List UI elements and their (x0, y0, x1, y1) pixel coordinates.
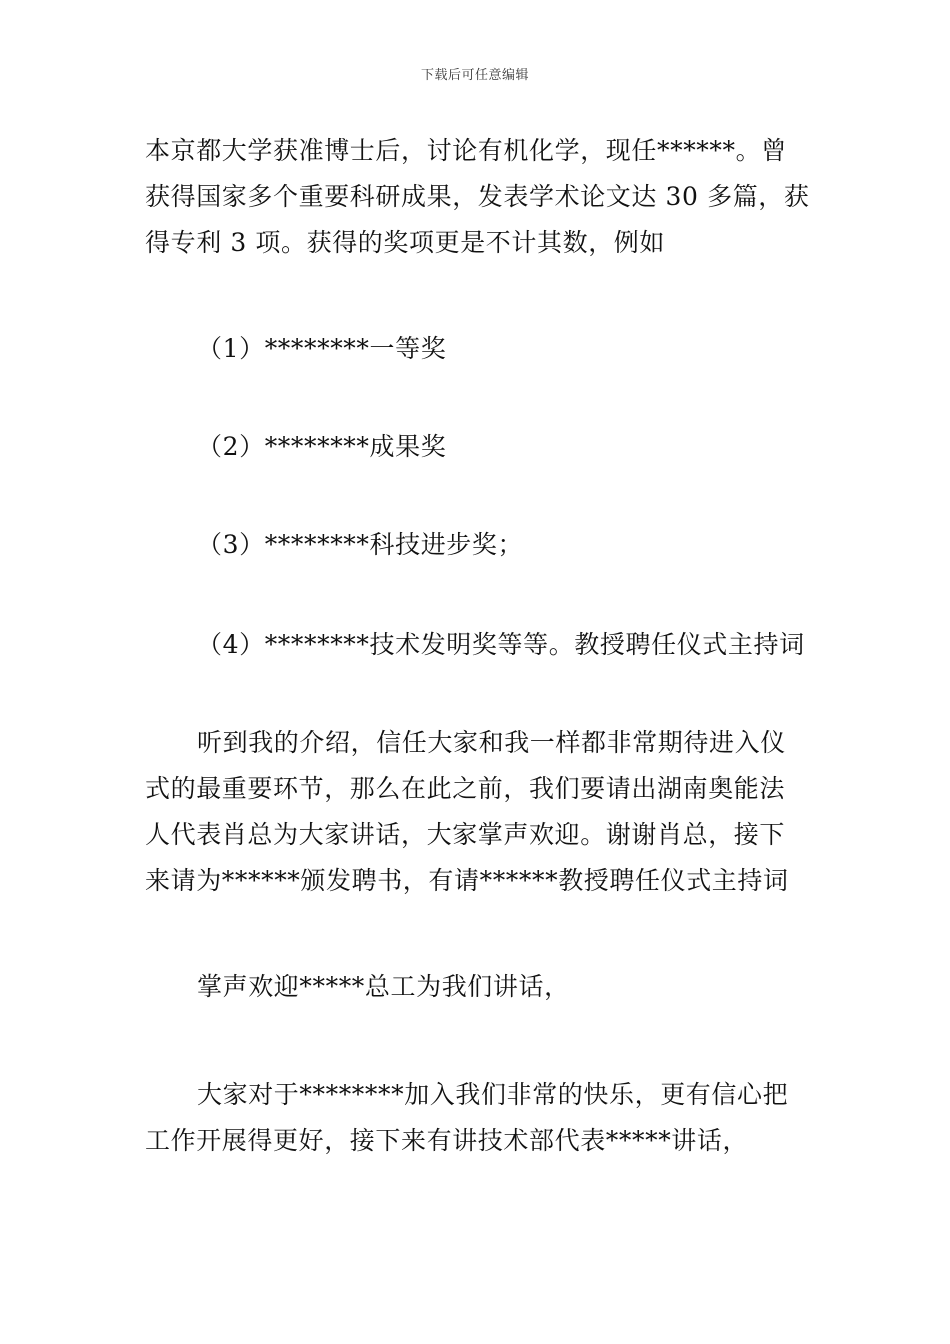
award-item-4: （4）********技术发明奖等等。教授聘任仪式主持词 (197, 630, 805, 659)
award-item-2: （2）********成果奖 (197, 432, 447, 461)
award-item-1: （1）********一等奖 (197, 334, 447, 363)
page-header: 下载后可任意编辑 (420, 68, 529, 83)
speech-intro-paragraph: 听到我的介绍，信任大家和我一样都非常期待进入仪式的最重要环节，那么在此之前，我们要请出湖南奥能法人代表肖总为大家讲话，大家掌声欢迎。谢谢肖总，接下来请为******颁发聘书，有请******教授聘任仪式主持词 (145, 728, 789, 895)
applause-paragraph: 掌声欢迎*****总工为我们讲话， (197, 972, 570, 1001)
award-item-3: （3）********科技进步奖； (197, 530, 524, 559)
join-paragraph: 大家对于********加入我们非常的快乐，更有信心把工作开展得更好，接下来有讲技术部代表*****讲话， (145, 1080, 789, 1155)
intro-paragraph: 本京都大学获准博士后，讨论有机化学，现任******。曾获得国家多个重要科研成果，发表学术论文达 30 多篇，获得专利 3 项。获得的奖项更是不计其数，例如 (145, 136, 810, 257)
